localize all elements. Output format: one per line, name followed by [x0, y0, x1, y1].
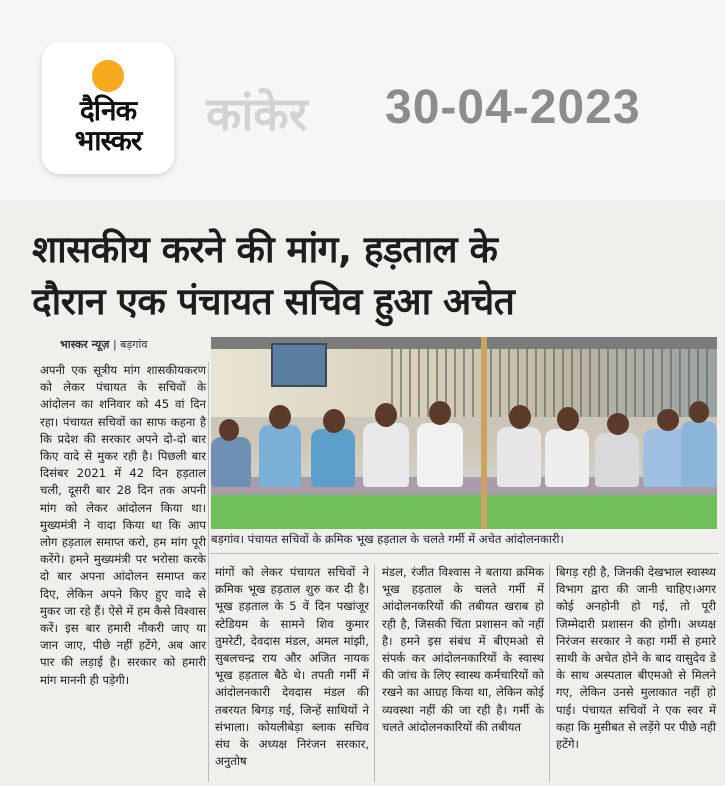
headline-line2: दौरान एक पंचायत सचिव हुआ अचेत: [32, 280, 515, 323]
article-column-3: मंडल, रंजीत विश्वास ने बताया क्रमिक भूख हड़ताल के चलते गर्मी में आंदोलनकरियों की तबीयत खराब हो रही है, जिसकी चिंता प्रशासन को नहीं है। हमने इस संबंध में बीएमओ से संपर्क कर आंदोलनकारियों के स्वास्थ की जांच के लिए स्वास्थ कर्मचारियों को रखने का आग्रह किया था, लेकिन कोई व्यवस्था नहीं की जा रही है। गर्मी के चलते आंदोलनकारियों की तबीयत: [382, 565, 544, 734]
headline-line1: शासकीय करने की मांग, हड़ताल के: [32, 228, 498, 271]
masthead: [0, 0, 725, 200]
article-column-1: अपनी एक सूत्रीय मांग शासकीयकरण को लेकर पंचायत के सचिवों के आंदोलन का शनिवार को 45 वां दिन रहा। पंचायत सचिवों का साफ कहना है कि प्रदेश की सरकार अपने दो-दो बार किए वादे से मुकर रही है। पिछली बार दिसंबर 2021 में 42 दिन हड़ताल चली, दूसरी बार 28 दिन तक अपनी मांग को लेकर आंदोलन किया था। मुख्यमंत्री ने वादा किया था कि आप लोग हड़ताल समाप्त करो, हम मांग पूरी करेंगे। हमने मुख्यमंत्री पर भरोसा करके दो बार अपना आंदोलन समाप्त कर दिए, लेकिन अपने किए हुए वादे से मुकर जा रहे हैं। ऐसे में हम कैसे विश्वास करें। इस बार हमारी नौकरी जाए या जान जाए, पीछे नहीं हटेंगे, अब आर पार की लड़ाई है। सरकार को हमारी मांग माननी ही पड़ेगी।: [40, 363, 206, 687]
byline-place: बड़गांव: [120, 338, 148, 351]
logo-text-line2: भास्कर: [74, 124, 142, 157]
photo-caption: बड़गांव। पंचायत सचिवों के क्रमिक भूख हड़ताल के चलते गर्मी में अचेत आंदोलनकारी।: [211, 532, 564, 546]
byline: भास्कर न्यूज़ | बड़गांव: [60, 338, 148, 351]
edition-city: कांकेर: [206, 87, 308, 141]
sun-icon: [92, 60, 124, 92]
article-column-4: बिगड़ रही है, जिनकी देखभाल स्वास्थ्य विभाग द्वारा की जानी चाहिए।अगर कोई अनहोनी हो गई, तो पूरी जिम्मेदारी प्रशासन की होगी। अध्यक्ष निरंजन सरकार ने कहा गर्मी से हमारे साथी के अचेत होने के बाद वासुदेव डे के साथ अस्पताल बीएमओ से मिलने गए, लेकिन उनसे मुलाकात नहीं हो पाई। पंचायत सचिवों ने एक स्वर में कहा कि मुसीबत से लड़ेंगे पर पीछे नही हटेंगे।: [556, 565, 716, 752]
news-photo: [211, 337, 717, 529]
byline-source: भास्कर न्यूज़: [60, 338, 110, 351]
dainik-bhaskar-logo: [42, 42, 174, 174]
headline: [32, 224, 702, 328]
edition-date: 30-04-2023: [385, 81, 641, 134]
logo-text-line1: दैनिक: [79, 94, 137, 127]
article-column-2: मांगों को लेकर पंचायत सचिवों ने क्रमिक भूख हड़ताल शुरु कर दी है। भूख हड़ताल के 5 वें दिन पखांजूर स्टेडियम के सामने शिव कुमार तुमरेटी, देवदास मंडल, अमल मांझी, सुबलचन्द्र राय और अजित नायक भूख हड़ताल बैठे थे। तपती गर्मी में आंदोलनकारी देवदास मंडल की तबरयत बिगड़ गई, जिन्हें साथियों ने संभाला। कोयलीबेड़ा ब्लाक सचिव संघ के अध्यक्ष निरंजन सरकार, अनुतोष: [215, 565, 369, 769]
